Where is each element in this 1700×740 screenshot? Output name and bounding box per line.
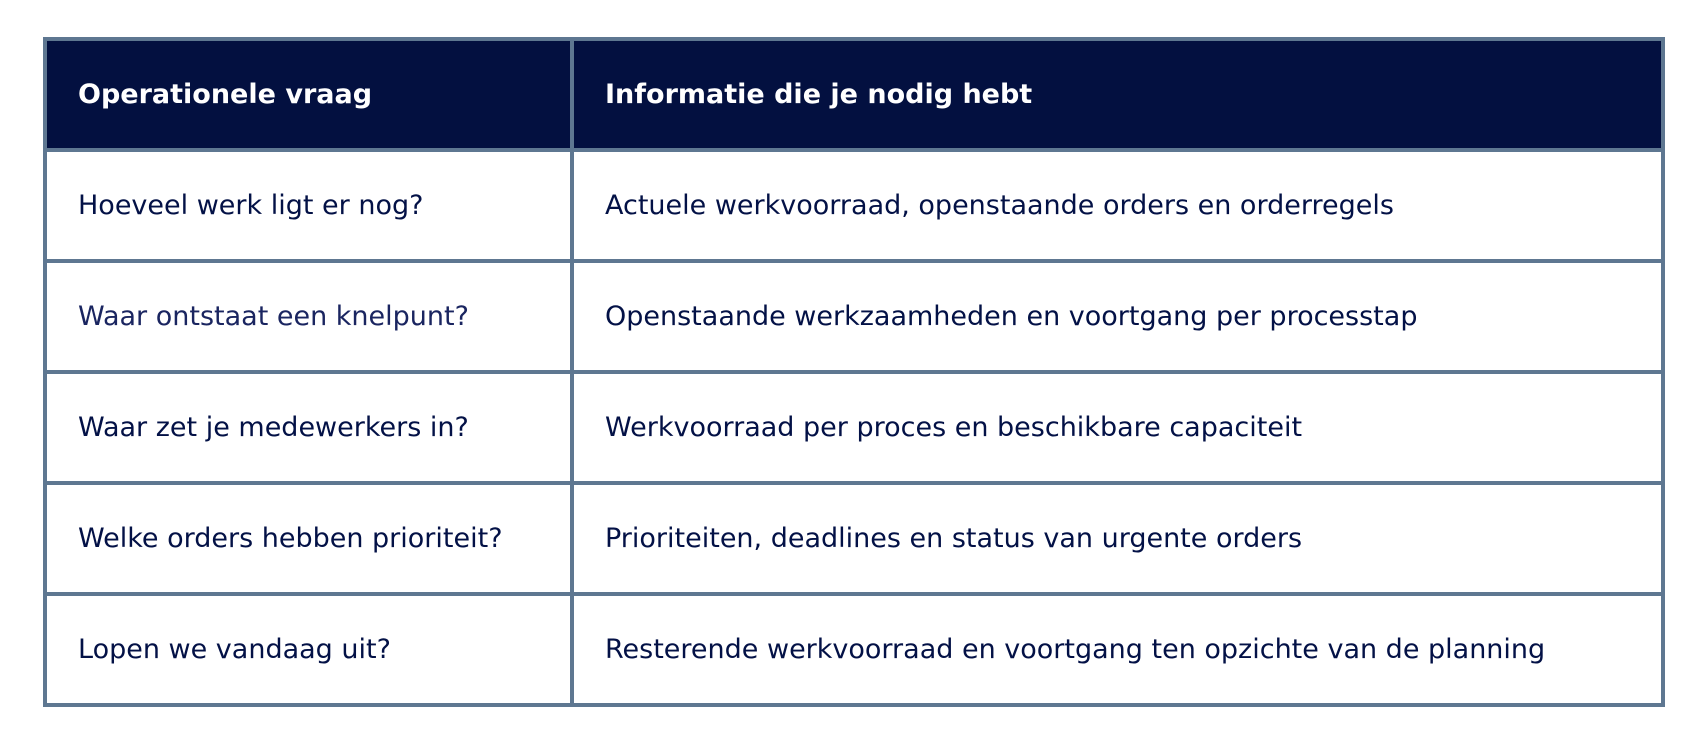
table-row [45,150,1663,261]
table-row [45,261,1663,372]
info-table-container [43,37,1661,707]
question-cell: Hoeveel werk ligt er nog? [45,150,572,261]
column-header-information: Informatie die je nodig hebt [572,39,1663,150]
information-cell: Openstaande werkzaamheden en voortgang per processtap [572,261,1663,372]
table-row [45,483,1663,594]
information-cell: Werkvoorraad per proces en beschikbare capaciteit [572,372,1663,483]
table-row [45,594,1663,705]
information-cell: Actuele werkvoorraad, openstaande orders en orderregels [572,150,1663,261]
information-cell: Prioriteiten, deadlines en status van urgente orders [572,483,1663,594]
question-cell: Waar zet je medewerkers in? [45,372,572,483]
question-cell: Welke orders hebben prioriteit? [45,483,572,594]
column-header-question: Operationele vraag [45,39,572,150]
question-cell: Lopen we vandaag uit? [45,594,572,705]
information-cell: Resterende werkvoorraad en voortgang ten opzichte van de planning [572,594,1663,705]
question-cell: Waar ontstaat een knelpunt? [45,261,572,372]
info-table [43,37,1665,707]
table-row [45,372,1663,483]
table-header-row [45,39,1663,150]
